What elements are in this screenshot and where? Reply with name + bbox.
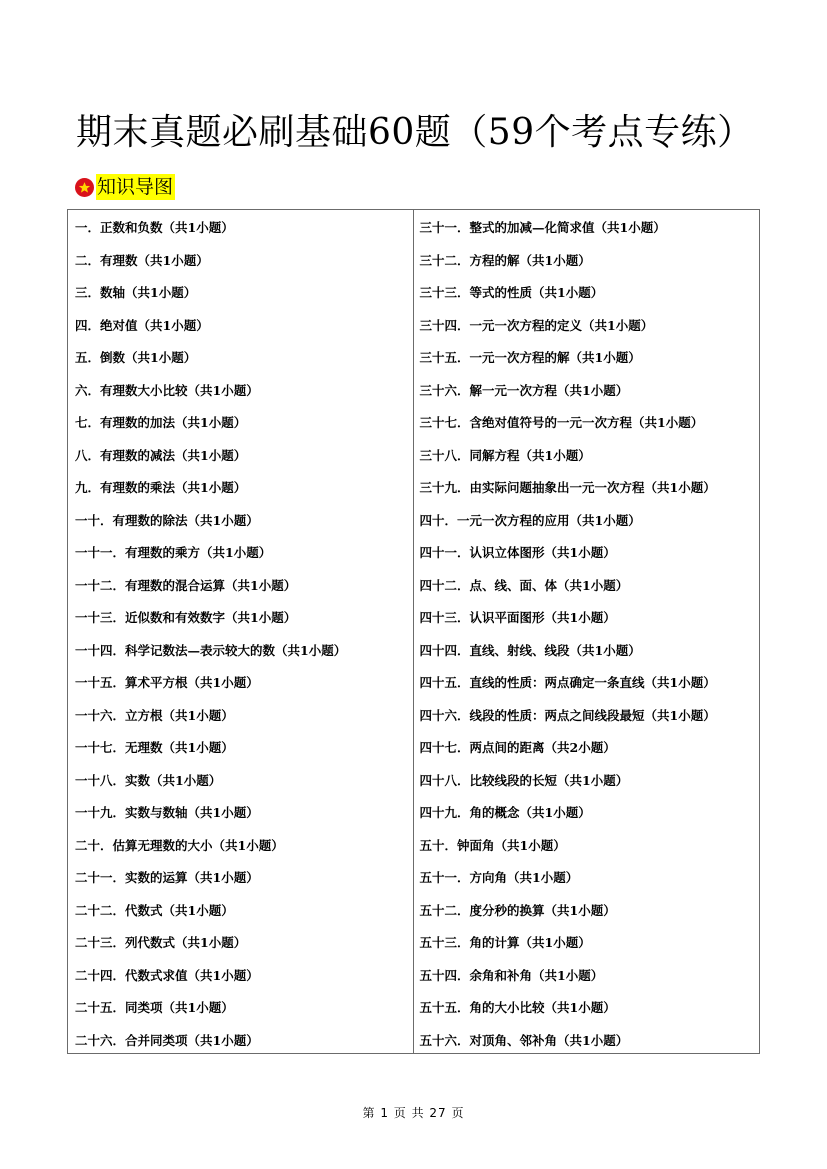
topic-item: 三十七．含绝对值符号的一元一次方程（共1小题） — [419, 415, 704, 431]
topic-item: 四十七．两点间的距离（共2小题） — [419, 740, 616, 756]
topic-item: 四十．一元一次方程的应用（共1小题） — [419, 512, 641, 528]
topic-item: 一十六．立方根（共1小题） — [75, 707, 234, 723]
topic-item: 一十九．实数与数轴（共1小题） — [75, 805, 259, 821]
topic-item: 三．数轴（共1小题） — [75, 285, 197, 301]
topic-item: 四十二．点、线、面、体（共1小题） — [419, 577, 629, 593]
topic-item: 五十六．对顶角、邻补角（共1小题） — [419, 1032, 629, 1048]
topic-item: 一十二．有理数的混合运算（共1小题） — [75, 577, 297, 593]
topic-item: 二十五．同类项（共1小题） — [75, 1000, 234, 1016]
topic-item: 四十一．认识立体图形（共1小题） — [419, 545, 616, 561]
star-icon — [75, 178, 94, 197]
topic-item: 四．绝对值（共1小题） — [75, 317, 209, 333]
topic-item: 三十三．等式的性质（共1小题） — [419, 285, 604, 301]
topic-item: 三十二．方程的解（共1小题） — [419, 252, 591, 268]
topic-item: 三十八．同解方程（共1小题） — [419, 447, 591, 463]
topic-item: 四十六．线段的性质：两点之间线段最短（共1小题） — [419, 707, 716, 723]
topic-item: 七．有理数的加法（共1小题） — [75, 415, 247, 431]
topic-item: 一十一．有理数的乘方（共1小题） — [75, 545, 272, 561]
section-header — [75, 173, 175, 201]
topic-item: 二十一．实数的运算（共1小题） — [75, 870, 259, 886]
topic-item: 五十．钟面角（共1小题） — [419, 837, 566, 853]
topic-item: 五．倒数（共1小题） — [75, 350, 197, 366]
topic-item: 三十一．整式的加减—化简求值（共1小题） — [419, 220, 666, 236]
page-title: 期末真题必刷基础60题（59个考点专练） — [76, 112, 754, 153]
topic-item: 一十八．实数（共1小题） — [75, 772, 222, 788]
page-footer: 第 1 页 共 27 页 — [362, 1106, 465, 1120]
topic-item: 五十五．角的大小比较（共1小题） — [419, 1000, 616, 1016]
topic-item: 一十五．算术平方根（共1小题） — [75, 675, 259, 691]
topic-item: 四十四．直线、射线、线段（共1小题） — [419, 642, 641, 658]
topic-item: 五十四．余角和补角（共1小题） — [419, 967, 604, 983]
topic-item: 一十三．近似数和有效数字（共1小题） — [75, 610, 297, 626]
topic-item: 一十．有理数的除法（共1小题） — [75, 512, 259, 528]
topic-item: 二十三．列代数式（共1小题） — [75, 935, 247, 951]
topic-item: 五十一．方向角（共1小题） — [419, 870, 579, 886]
topic-item: 八．有理数的减法（共1小题） — [75, 447, 247, 463]
topic-item: 一．正数和负数（共1小题） — [75, 220, 234, 236]
topic-table — [67, 209, 760, 1054]
topic-item: 四十三．认识平面图形（共1小题） — [419, 610, 616, 626]
topic-item: 四十八．比较线段的长短（共1小题） — [419, 772, 629, 788]
topic-item: 五十三．角的计算（共1小题） — [419, 935, 591, 951]
topic-item: 二十四．代数式求值（共1小题） — [75, 967, 259, 983]
topic-item: 二十．估算无理数的大小（共1小题） — [75, 837, 284, 853]
topic-item: 三十六．解一元一次方程（共1小题） — [419, 382, 629, 398]
topic-item: 三十五．一元一次方程的解（共1小题） — [419, 350, 641, 366]
topic-item: 二．有理数（共1小题） — [75, 252, 209, 268]
topic-item: 五十二．度分秒的换算（共1小题） — [419, 902, 616, 918]
topic-item: 四十九．角的概念（共1小题） — [419, 805, 591, 821]
topic-item: 二十二．代数式（共1小题） — [75, 902, 234, 918]
section-label: 知识导图 — [97, 176, 174, 198]
topic-item: 九．有理数的乘法（共1小题） — [75, 480, 247, 496]
topic-item: 四十五．直线的性质：两点确定一条直线（共1小题） — [419, 675, 716, 691]
topic-item: 三十九．由实际问题抽象出一元一次方程（共1小题） — [419, 480, 716, 496]
topic-item: 三十四．一元一次方程的定义（共1小题） — [419, 317, 654, 333]
topic-item: 二十六．合并同类项（共1小题） — [75, 1032, 259, 1048]
topic-item: 六．有理数大小比较（共1小题） — [75, 382, 259, 398]
topic-column-left — [68, 210, 414, 1053]
topic-column-right — [414, 210, 760, 1053]
topic-item: 一十七．无理数（共1小题） — [75, 740, 234, 756]
topic-item: 一十四．科学记数法—表示较大的数（共1小题） — [75, 642, 347, 658]
